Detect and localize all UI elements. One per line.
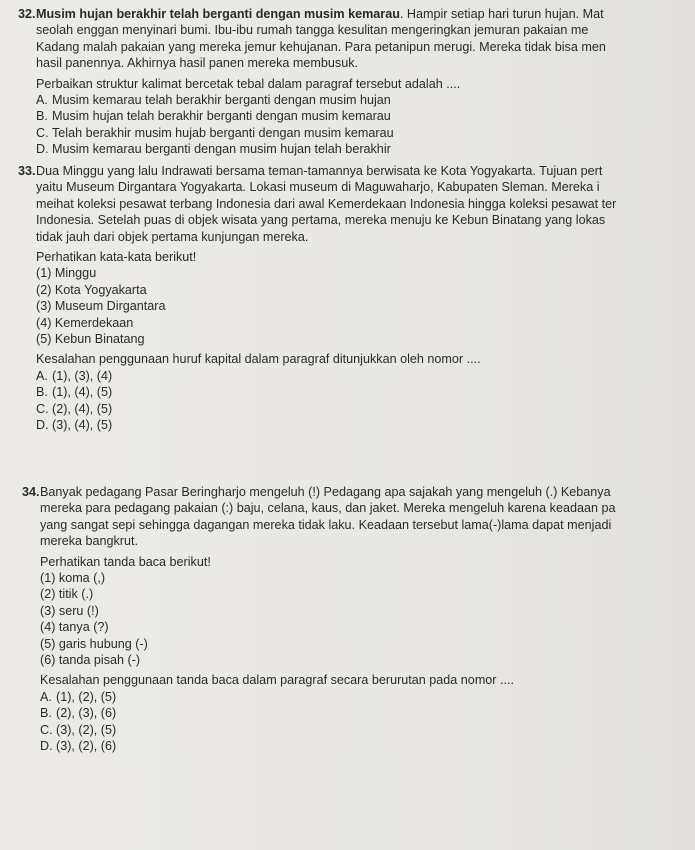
paragraph-line: tidak jauh dari objek pertama kunjungan mereka. (36, 229, 309, 244)
list-item: (3) Museum Dirgantara (36, 299, 166, 314)
option-c[interactable]: C. Telah berakhir musim hujab berganti dengan musim kemarau (36, 125, 394, 140)
option-d[interactable]: D. Musim kemarau berganti dengan musim hujan telah berakhir (36, 142, 391, 157)
list-item: (1) koma (,) (40, 571, 106, 586)
paragraph-line: yaitu Museum Dirgantara Yogyakarta. Lokasi museum di Maguwaharjo, Kabupaten Sleman. Mereka i (36, 180, 600, 195)
list-item: (6) tanda pisah (-) (40, 653, 141, 668)
option-b[interactable]: B. (2), (3), (6) (40, 706, 117, 721)
instruction: Perhatikan tanda baca berikut! (40, 554, 211, 569)
question-prompt: Perbaikan struktur kalimat bercetak tebal dalam paragraf tersebut adalah .... (36, 76, 461, 91)
question-prompt: Kesalahan penggunaan huruf kapital dalam paragraf ditunjukkan oleh nomor .... (36, 352, 481, 367)
list-item: (2) titik (.) (40, 587, 94, 602)
question-paragraph (40, 484, 695, 550)
bold-sentence: Musim hujan berakhir telah berganti dengan musim kemarau (36, 7, 400, 21)
paragraph-line: Dua Minggu yang lalu Indrawati bersama teman-tamannya berwisata ke Kota Yogyakarta. Tujuan pert (36, 164, 603, 178)
option-b[interactable]: B. (1), (4), (5) (36, 385, 113, 400)
question-number: 32. (18, 7, 36, 21)
list-item: (1) Minggu (36, 266, 97, 281)
option-a[interactable]: A. Musim kemarau telah berakhir berganti dengan musim hujan (36, 93, 391, 108)
option-c[interactable]: C. (3), (2), (5) (40, 722, 117, 737)
question-number: 33. (18, 164, 36, 178)
paragraph-line: Indonesia. Setelah puas di objek wisata yang pertama, mereka menuju ke Kebun Binatang yang lokas (36, 213, 606, 228)
option-d[interactable]: D. (3), (2), (6) (40, 739, 117, 754)
question-prompt: Kesalahan penggunaan tanda baca dalam paragraf secara berurutan pada nomor .... (40, 673, 514, 688)
question-33 (18, 163, 695, 434)
instruction: Perhatikan kata-kata berikut! (36, 250, 197, 265)
option-c[interactable]: C. (2), (4), (5) (36, 401, 113, 416)
option-d[interactable]: D. (3), (4), (5) (36, 418, 113, 433)
list-item: (4) Kemerdekaan (36, 315, 134, 330)
paragraph-line: yang sangat sepi sehingga dagangan mereka tidak laku. Keadaan tersebut lama(-)lama dapat menjadi (40, 517, 612, 532)
paragraph-line: hasil panennya. Akhirnya hasil panen mereka membusuk. (36, 56, 359, 71)
list-item: (3) seru (!) (40, 603, 99, 618)
question-number: 34. (22, 485, 40, 499)
list-item: (5) garis hubung (-) (40, 636, 148, 651)
paragraph-line: mereka bangkrut. (40, 534, 139, 549)
question-32 (18, 6, 695, 158)
paragraph-line: Musim hujan berakhir telah berganti dengan musim kemarau. Hampir setiap hari turun hujan. Mat (36, 7, 604, 21)
paragraph-line: meihat koleksi pesawat terbang Indonesia dari awal Kemerdekaan Indonesia hingga koleksi pesawat ter (36, 196, 617, 211)
paragraph-line: mereka para pedagang pakaian (:) baju, celana, kaus, dan jaket. Mereka mengeluh karena keadaan pa (40, 501, 616, 516)
list-item: (2) Kota Yogyakarta (36, 282, 147, 297)
option-b[interactable]: B. Musim hujan telah berakhir berganti dengan musim kemarau (36, 109, 391, 124)
list-item: (4) tanya (?) (40, 620, 109, 635)
question-34 (22, 484, 695, 755)
list-item: (5) Kebun Binatang (36, 332, 145, 347)
option-a[interactable]: A. (1), (3), (4) (36, 368, 113, 383)
paragraph-line: seolah enggan menyinari bumi. Ibu-ibu rumah tangga kesulitan mengeringkan jemuran pakaian me (36, 23, 589, 38)
question-paragraph (36, 6, 695, 72)
question-paragraph (36, 163, 695, 245)
option-a[interactable]: A. (1), (2), (5) (40, 689, 117, 704)
paragraph-line: Banyak pedagang Pasar Beringharjo mengeluh (!) Pedagang apa sajakah yang mengeluh (.) Kebanya (40, 485, 611, 499)
paragraph-line: Kadang malah pakaian yang mereka jemur kehujanan. Para petanipun merugi. Mereka tidak bisa men (36, 39, 606, 54)
